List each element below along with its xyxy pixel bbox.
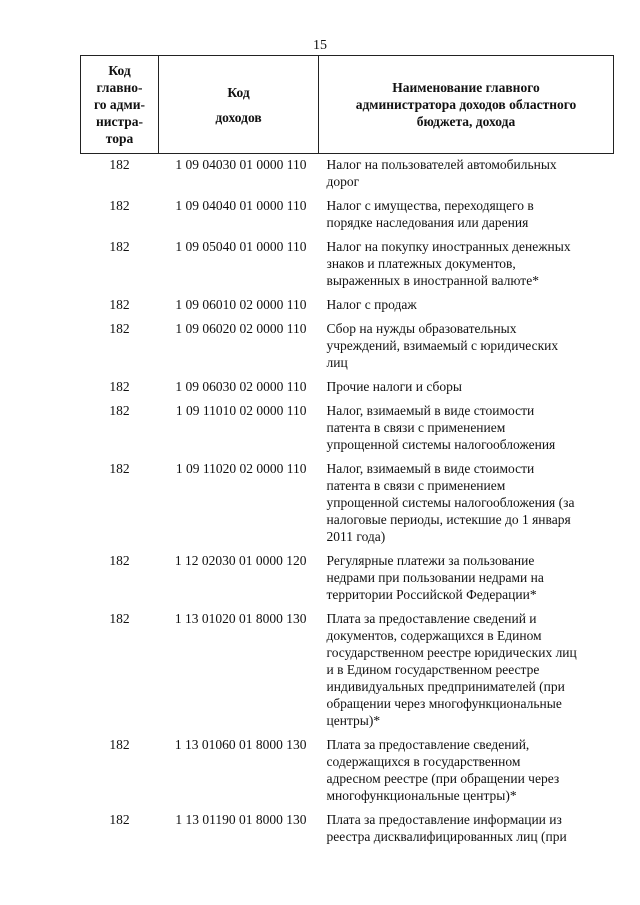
row-name-line: дорог xyxy=(326,174,360,189)
row-revenue-code: 1 13 01190 01 8000 130 xyxy=(175,812,307,827)
row-name-line: лиц xyxy=(326,355,348,370)
table-body xyxy=(81,154,614,853)
row-revenue-code: 1 09 06010 02 0000 110 xyxy=(175,297,307,312)
row-admin-code: 182 xyxy=(109,553,130,568)
row-admin-code: 182 xyxy=(109,812,130,827)
row-admin-code: 182 xyxy=(109,239,130,254)
header-admin-code xyxy=(81,56,159,154)
row-revenue-name xyxy=(319,610,614,736)
row-name-line: и в Едином государственном реестре xyxy=(326,662,540,677)
row-revenue-name xyxy=(319,197,614,238)
revenue-codes-table-wrapper xyxy=(80,55,613,852)
row-name-line: Плата за предоставление информации из xyxy=(326,812,562,827)
row-revenue-code: 1 13 01060 01 8000 130 xyxy=(174,737,307,752)
table-row xyxy=(81,378,614,402)
header-name-line: Наименование главного xyxy=(392,80,540,95)
row-revenue-name xyxy=(319,378,614,402)
row-name-line: государственном реестре юридических лиц xyxy=(326,645,577,660)
row-revenue-code: 1 09 05040 01 0000 110 xyxy=(175,239,307,254)
row-name-line: территории Российской Федерации* xyxy=(326,587,537,602)
row-admin-code: 182 xyxy=(109,321,130,336)
table-row xyxy=(81,811,614,852)
row-admin-code: 182 xyxy=(109,461,130,476)
row-revenue-code: 1 13 01020 01 8000 130 xyxy=(174,611,307,626)
row-name-line: Сбор на нужды образовательных xyxy=(326,321,517,336)
row-name-line: Налог на пользователей автомобильных xyxy=(326,157,557,172)
table-row xyxy=(81,610,614,736)
row-revenue-name xyxy=(319,460,614,552)
header-revenue-code xyxy=(159,56,319,154)
header-code-line: доходов xyxy=(215,109,262,125)
row-name-line: обращении через многофункциональные xyxy=(326,696,562,711)
table-header xyxy=(81,56,614,154)
row-name-line: документов, содержащихся в Едином xyxy=(326,628,542,643)
row-revenue-code: 1 09 04040 01 0000 110 xyxy=(175,198,307,213)
table-row xyxy=(81,238,614,296)
row-admin-code: 182 xyxy=(109,198,130,213)
row-name-line: Налог, взимаемый в виде стоимости xyxy=(326,403,535,418)
row-name-line: недрами при пользовании недрами на xyxy=(326,570,544,585)
row-name-line: реестра дисквалифицированных лиц (при xyxy=(326,829,567,844)
row-name-line: Прочие налоги и сборы xyxy=(326,379,462,394)
row-name-line: выраженных в иностранной валюте* xyxy=(326,273,539,288)
row-name-line: многофункциональные центры)* xyxy=(326,788,517,803)
header-admin-line: го адми- xyxy=(94,97,145,112)
row-revenue-code: 1 12 02030 01 0000 120 xyxy=(174,553,307,568)
row-name-line: 2011 года) xyxy=(326,529,386,544)
row-revenue-name xyxy=(319,154,614,198)
header-admin-line: нистра- xyxy=(95,114,144,129)
row-revenue-code: 1 09 04030 01 0000 110 xyxy=(175,157,307,172)
table-row xyxy=(81,296,614,320)
row-name-line: Налог на покупку иностранных денежных xyxy=(326,239,571,254)
table-row xyxy=(81,460,614,552)
row-name-line: упрощенной системы налогообложения (за xyxy=(326,495,575,510)
header-admin-name xyxy=(319,56,614,154)
row-name-line: патента в связи с применением xyxy=(326,478,506,493)
row-name-line: патента в связи с применением xyxy=(326,420,506,435)
row-admin-code: 182 xyxy=(109,611,130,626)
row-revenue-name xyxy=(319,552,614,610)
row-name-line: знаков и платежных документов, xyxy=(326,256,516,271)
header-admin-line: тора xyxy=(105,131,134,146)
row-name-line: индивидуальных предпринимателей (при xyxy=(326,679,565,694)
row-admin-code: 182 xyxy=(109,379,130,394)
table-row xyxy=(81,736,614,811)
row-admin-code: 182 xyxy=(109,737,130,752)
row-name-line: налоговые периоды, истекшие до 1 января xyxy=(326,512,571,527)
row-name-line: Налог с продаж xyxy=(326,297,417,312)
row-revenue-name xyxy=(319,296,614,320)
row-admin-code: 182 xyxy=(109,297,130,312)
row-revenue-name xyxy=(319,811,614,852)
row-name-line: адресном реестре (при обращении через xyxy=(326,771,560,786)
table-row xyxy=(81,154,614,198)
row-revenue-code: 1 09 06030 02 0000 110 xyxy=(175,379,307,394)
row-name-line: Регулярные платежи за пользование xyxy=(326,553,535,568)
table-row xyxy=(81,402,614,460)
row-name-line: порядке наследования или дарения xyxy=(326,215,529,230)
table-row xyxy=(81,320,614,378)
row-revenue-name xyxy=(319,320,614,378)
row-admin-code: 182 xyxy=(109,403,130,418)
header-code-line: Код xyxy=(227,84,250,100)
table-row xyxy=(81,197,614,238)
row-name-line: упрощенной системы налогообложения xyxy=(326,437,556,452)
row-name-line: содержащихся в государственном xyxy=(326,754,521,769)
row-revenue-code: 1 09 06020 02 0000 110 xyxy=(175,321,307,336)
table-row xyxy=(81,552,614,610)
row-name-line: учреждений, взимаемый с юридических xyxy=(326,338,559,353)
page-number: 15 xyxy=(313,38,327,53)
row-admin-code: 182 xyxy=(109,157,130,172)
row-revenue-code: 1 09 11020 02 0000 110 xyxy=(175,461,307,476)
row-revenue-name xyxy=(319,402,614,460)
header-name-line: администратора доходов областного xyxy=(355,97,577,112)
row-name-line: Налог с имущества, переходящего в xyxy=(326,198,534,213)
row-revenue-name xyxy=(319,238,614,296)
row-name-line: Плата за предоставление сведений, xyxy=(326,737,530,752)
row-name-line: Налог, взимаемый в виде стоимости xyxy=(326,461,535,476)
header-name-line: бюджета, дохода xyxy=(416,114,516,129)
row-revenue-code: 1 09 11010 02 0000 110 xyxy=(175,403,307,418)
header-admin-line: главно- xyxy=(96,80,143,95)
row-name-line: Плата за предоставление сведений и xyxy=(326,611,537,626)
revenue-codes-table xyxy=(80,55,614,852)
row-name-line: центры)* xyxy=(326,713,381,728)
row-revenue-name xyxy=(319,736,614,811)
header-admin-line: Код xyxy=(108,63,131,78)
